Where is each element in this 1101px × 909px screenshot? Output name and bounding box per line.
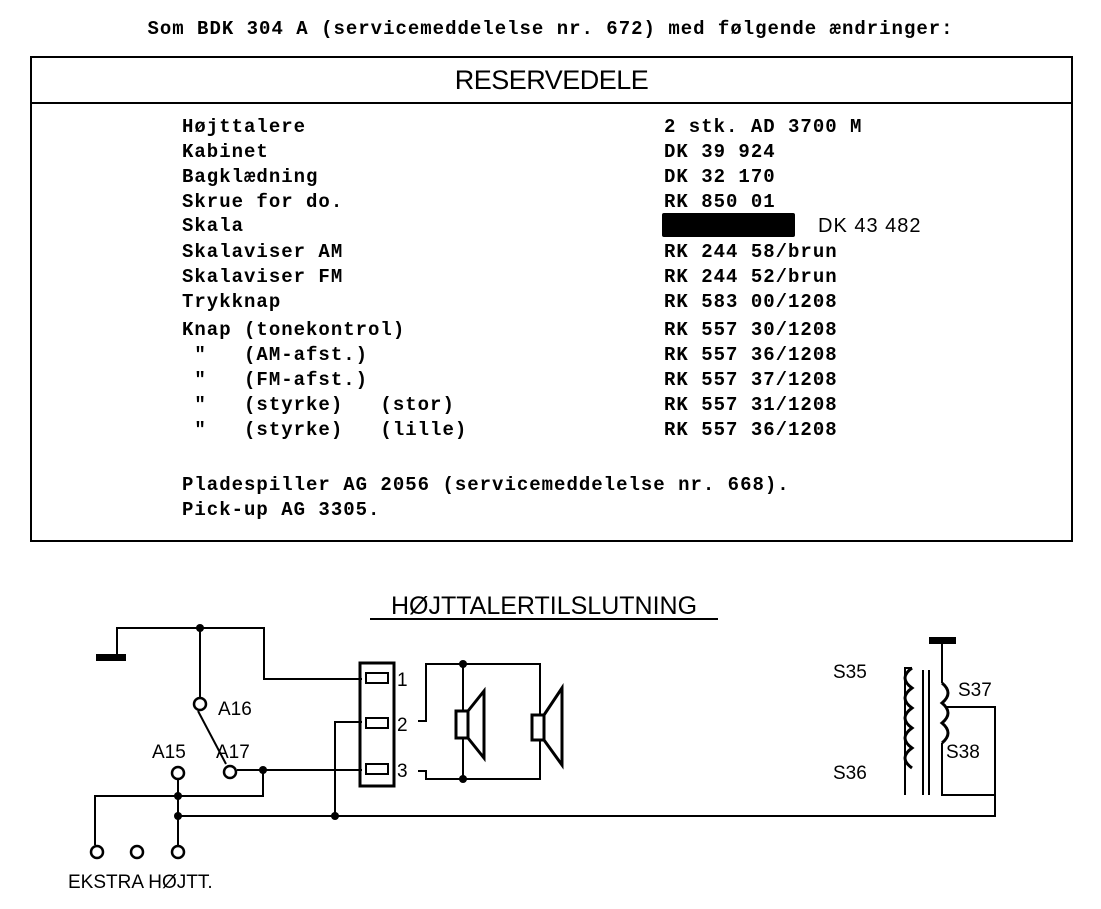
label-s36: S36 [833,763,867,784]
terminals [91,698,236,858]
part-number: DK 43 482 [818,215,922,237]
parts-row [182,141,1051,166]
note-line: Pick-up AG 3305. [182,499,381,521]
part-name: Højttalere [182,116,307,138]
wiring [95,628,995,845]
parts-row [182,116,1051,141]
ground-symbol [96,654,126,661]
parts-row [182,394,1051,419]
part-name: Skalaviser FM [182,266,344,288]
label-a15: A15 [152,742,186,763]
speaker-connection-schematic [0,580,1101,909]
parts-row [182,266,1051,291]
extra-speaker-terminal [172,846,184,858]
label-pin-2: 2 [397,715,408,736]
intro-text: Som BDK 304 A (servicemeddelelse nr. 672) med følgende ændringer: [147,18,954,40]
part-number: 2 stk. AD 3700 M [664,116,863,138]
parts-row [182,215,1051,240]
part-number: DK 32 170 [664,166,776,188]
parts-row [182,241,1051,266]
part-number: DK 39 924 [664,141,776,163]
parts-row [182,344,1051,369]
part-number: RK 557 36/1208 [664,419,838,441]
note-line: Pladespiller AG 2056 (servicemeddelelse nr. 668). [182,474,790,496]
parts-row [182,191,1051,216]
part-number: RK 557 31/1208 [664,394,838,416]
part-name: Bagklædning [182,166,319,188]
part-name: " (FM-afst.) [182,369,369,391]
parts-row [182,291,1051,316]
label-s35: S35 [833,662,867,683]
part-name: " (styrke) (lille) [182,419,468,441]
part-number: RK 557 37/1208 [664,369,838,391]
parts-list-box [30,56,1073,542]
part-number: RK 557 30/1208 [664,319,838,341]
part-number: RK 583 00/1208 [664,291,838,313]
terminal-a16 [194,698,206,710]
part-name: Trykknap [182,291,282,313]
label-pin-3: 3 [397,761,408,782]
terminal-a15 [172,767,184,779]
label-s37: S37 [958,680,992,701]
label-extra-speaker: EKSTRA HØJTT. [68,872,213,893]
label-s38: S38 [946,742,980,763]
parts-row [182,319,1051,344]
parts-row [182,166,1051,191]
schematic-title: HØJTTALERTILSLUTNING [390,592,698,620]
part-name: " (styrke) (stor) [182,394,455,416]
parts-row [182,419,1051,444]
part-name: " (AM-afst.) [182,344,369,366]
ground-symbol [929,637,956,644]
label-pin-1: 1 [397,670,408,691]
extra-speaker-terminal [131,846,143,858]
part-name: Kabinet [182,141,269,163]
part-number: RK 244 52/brun [664,266,838,288]
parts-row [182,369,1051,394]
terminal-a17 [224,766,236,778]
part-number: RK 557 36/1208 [664,344,838,366]
label-a17: A17 [216,742,250,763]
part-name: Skrue for do. [182,191,344,213]
parts-list-title: RESERVEDELE [32,58,1071,104]
part-number: RK 850 01 [664,191,776,213]
part-name: Skala [182,215,245,237]
part-name: Knap (tonekontrol) [182,319,406,341]
part-number: RK 244 58/brun [664,241,838,263]
extra-speaker-terminal [91,846,103,858]
label-a16: A16 [218,699,252,720]
part-name: Skalaviser AM [182,241,344,263]
